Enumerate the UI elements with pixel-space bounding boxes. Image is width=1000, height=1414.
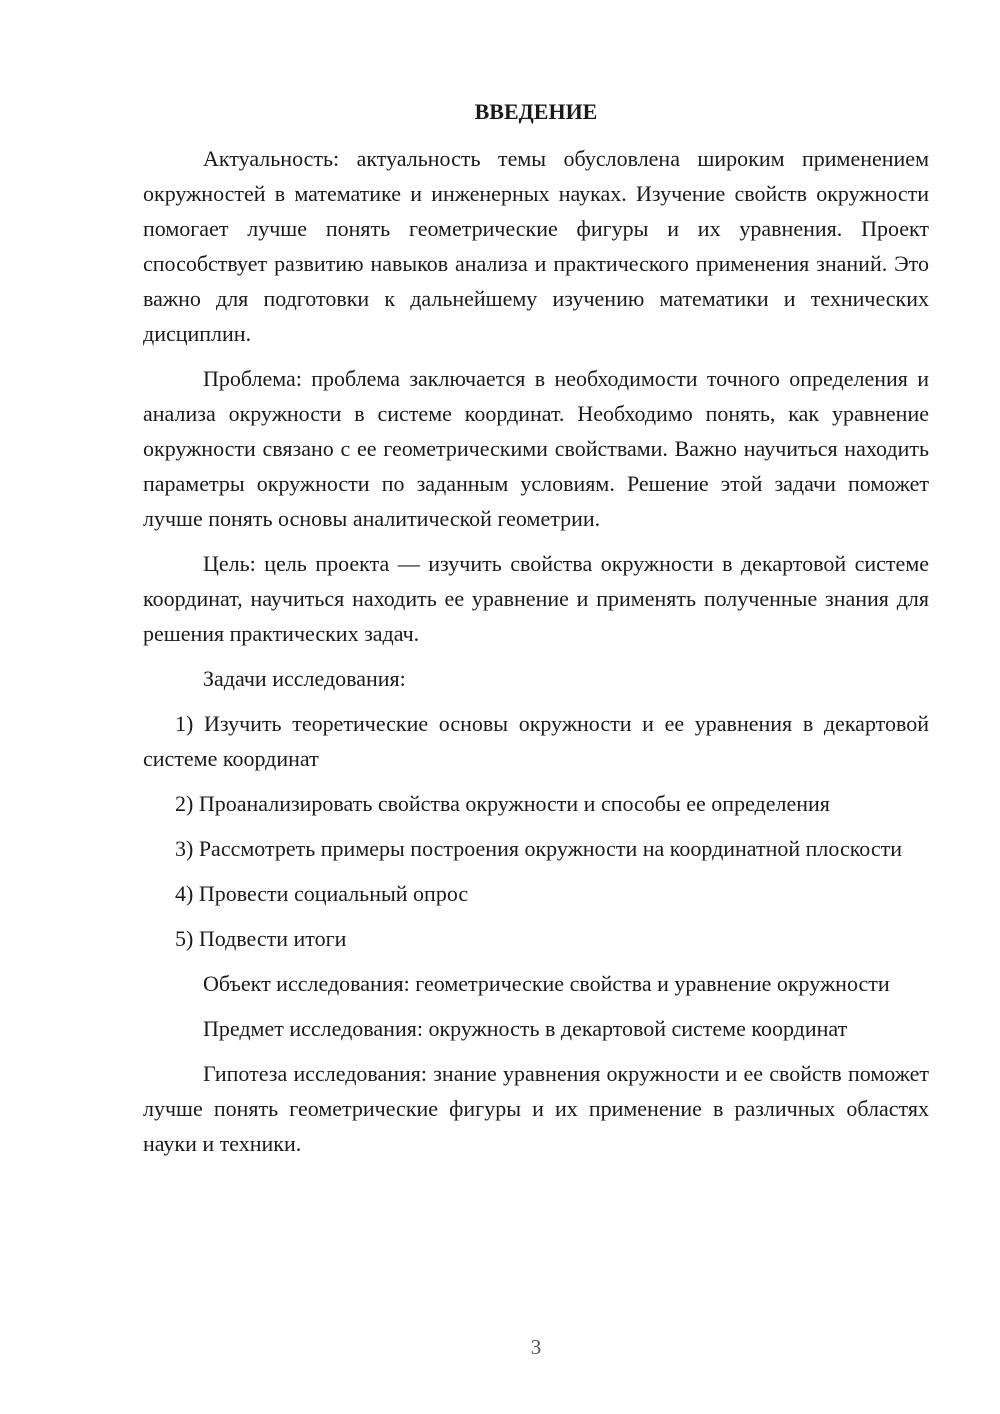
object-paragraph: Объект исследования: геометрические свойства и уравнение окружности (203, 971, 890, 996)
page-number: 3 (530, 1335, 542, 1359)
section-heading: ВВЕДЕНИЕ (474, 99, 598, 124)
task-item-3: 3) Рассмотреть примеры построения окружности на координатной плоскости (175, 836, 902, 861)
task-item-1: 1) Изучить теоретические основы окружности и ее уравнения в декартовой системе координат (143, 711, 929, 771)
goal-paragraph: Цель: цель проекта — изучить свойства окружности в декартовой системе координат, научиться находить ее уравнение и применять полученные знания для решения практических задач. (143, 551, 929, 646)
task-item-5: 5) Подвести итоги (175, 926, 347, 951)
subject-paragraph: Предмет исследования: окружность в декартовой системе координат (203, 1016, 848, 1041)
hypothesis-paragraph: Гипотеза исследования: знание уравнения окружности и ее свойств поможет лучше понять геометрические фигуры и их применение в различных областях науки и техники. (143, 1061, 929, 1156)
tasks-heading: Задачи исследования: (203, 666, 406, 691)
relevance-paragraph: Актуальность: актуальность темы обусловлена широким применением окружностей в математике и инженерных науках. Изучение свойств окружности помогает лучше понять геометрические фигуры и их уравнения. Проект способствует развитию навыков анализа и практического применения знаний. Это важно для подготовки к дальнейшему изучению математики и технических дисциплин. (143, 146, 929, 346)
task-item-4: 4) Провести социальный опрос (175, 881, 469, 906)
page-content (143, 94, 929, 1161)
task-item-2: 2) Проанализировать свойства окружности и способы ее определения (175, 791, 830, 816)
problem-paragraph: Проблема: проблема заключается в необходимости точного определения и анализа окружности в системе координат. Необходимо понять, как уравнение окружности связано с ее геометрическими свойствами. Важно научиться находить параметры окружности по заданным условиям. Решение этой задачи поможет лучше понять основы аналитической геометрии. (143, 366, 929, 531)
